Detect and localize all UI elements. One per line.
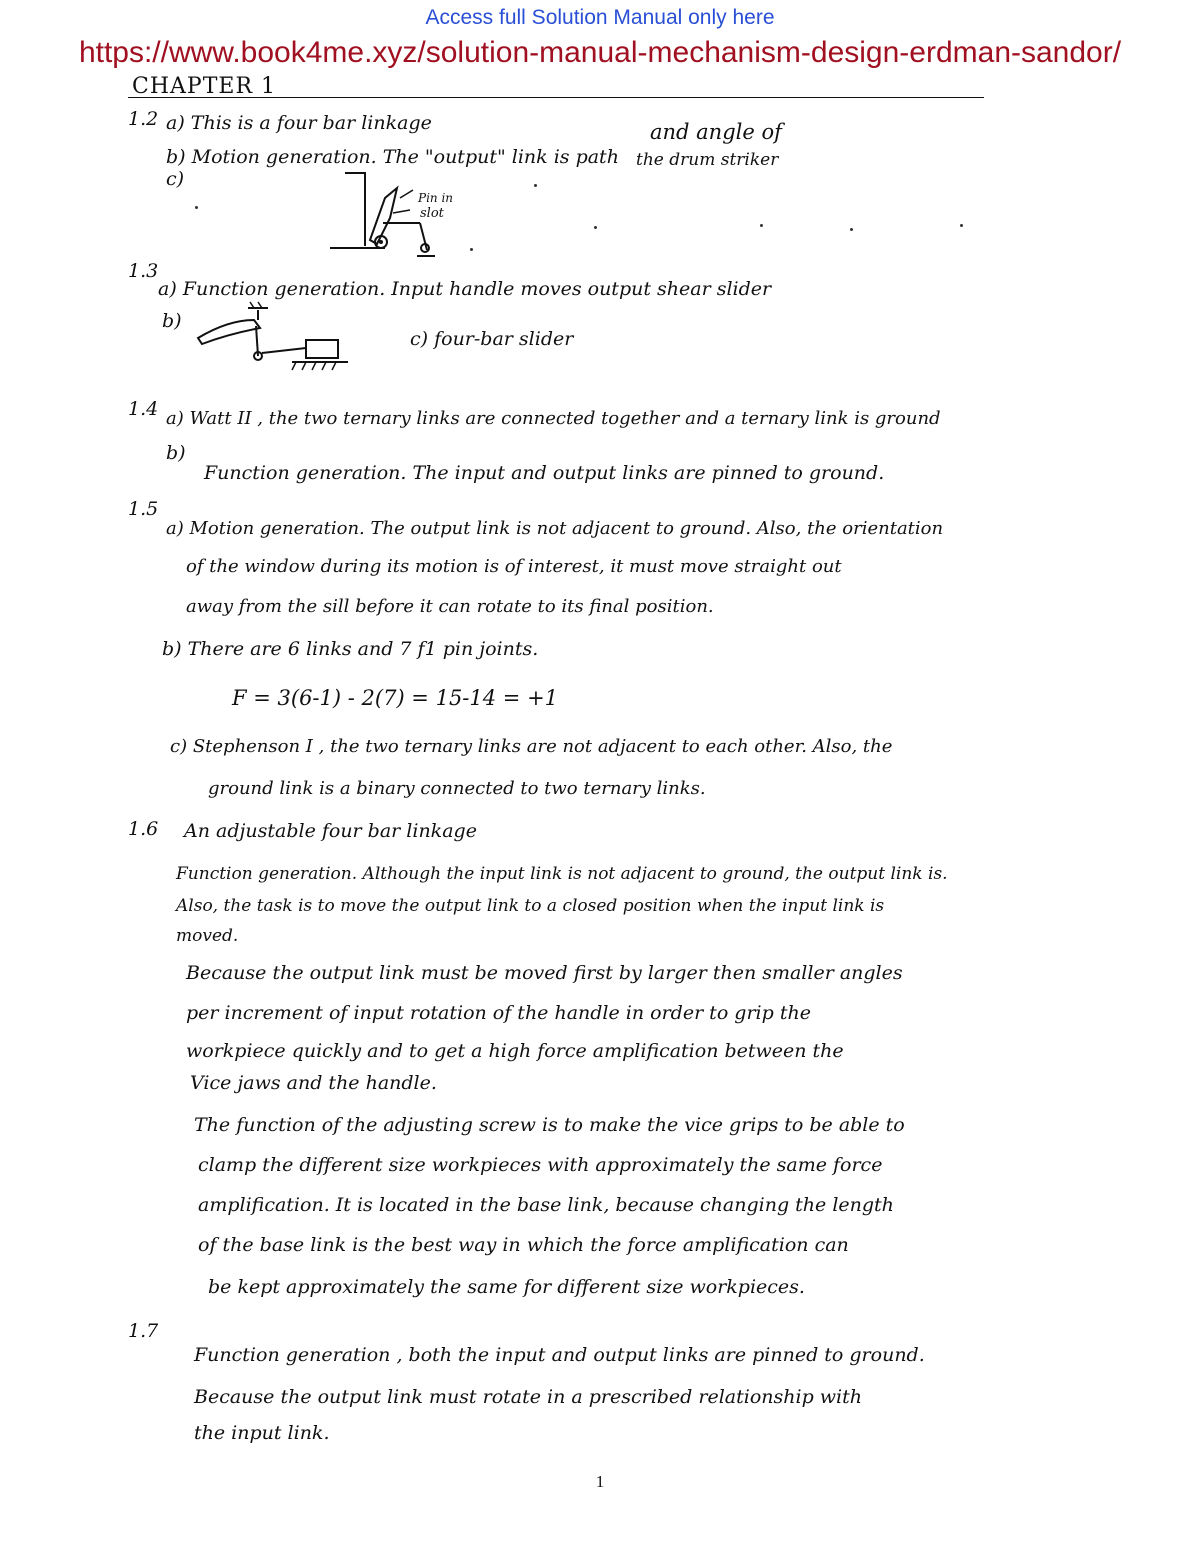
p1-2-part-b-tail: the drum striker <box>636 150 779 170</box>
sketch-label-slot: slot <box>420 206 444 221</box>
p1-6-line-8: Vice jaws and the handle. <box>190 1072 437 1094</box>
problem-number-1-7: 1.7 <box>128 1320 159 1342</box>
chapter-underline <box>128 97 984 98</box>
p1-6-line-5: Because the output link must be moved first by larger then smaller angles <box>186 962 903 984</box>
shear-slider-sketch <box>188 298 358 376</box>
p1-4-part-b: Function generation. The input and output links are pinned to ground. <box>204 462 885 484</box>
p1-6-line-4: moved. <box>176 926 239 946</box>
p1-6-line-2: Function generation. Although the input link is not adjacent to ground, the output link is. <box>176 864 948 884</box>
p1-5-part-a-line-1: a) Motion generation. The output link is not adjacent to ground. Also, the orientation <box>166 518 944 539</box>
scan-speck <box>594 226 597 229</box>
p1-2-part-b: b) Motion generation. The "output" link is path <box>166 146 619 168</box>
solution-manual-url[interactable]: https://www.book4me.xyz/solution-manual-mechanism-design-erdman-sandor/ <box>78 36 1122 69</box>
scan-speck <box>195 206 198 209</box>
p1-7-line-3: the input link. <box>194 1422 330 1444</box>
p1-6-line-7: workpiece quickly and to get a high force amplification between the <box>186 1040 844 1062</box>
problem-number-1-6: 1.6 <box>128 818 159 840</box>
p1-7-line-2: Because the output link must rotate in a prescribed relationship with <box>194 1386 862 1408</box>
scan-speck <box>760 224 763 227</box>
scan-speck <box>960 224 963 227</box>
p1-6-line-1: An adjustable four bar linkage <box>184 820 477 842</box>
problem-number-1-3: 1.3 <box>128 260 159 282</box>
p1-5-equation: F = 3(6-1) - 2(7) = 15-14 = +1 <box>232 686 559 710</box>
drum-striker-linkage-sketch <box>325 168 465 268</box>
p1-5-part-a-line-3: away from the sill before it can rotate to its final position. <box>186 596 714 617</box>
p1-6-line-10: clamp the different size workpieces with approximately the same force <box>198 1154 883 1176</box>
p1-6-line-9: The function of the adjusting screw is to make the vice grips to be able to <box>194 1114 905 1136</box>
p1-5-part-a-line-2: of the window during its motion is of interest, it must move straight out <box>186 556 842 577</box>
scan-speck <box>534 184 537 187</box>
p1-5-part-b-line-1: b) There are 6 links and 7 f1 pin joints. <box>162 638 539 660</box>
p1-6-line-11: amplification. It is located in the base link, because changing the length <box>198 1194 894 1216</box>
sketch-label-pin-in: Pin in <box>418 191 454 205</box>
p1-2-part-a: a) This is a four bar linkage <box>166 112 432 134</box>
p1-5-part-c-line-1: c) Stephenson I , the two ternary links are not adjacent to each other. Also, the <box>170 736 893 757</box>
problem-number-1-5: 1.5 <box>128 498 159 520</box>
p1-6-line-12: of the base link is the best way in which the force amplification can <box>198 1234 849 1256</box>
p1-5-part-c-line-2: ground link is a binary connected to two ternary links. <box>208 778 706 799</box>
problem-number-1-2: 1.2 <box>128 108 159 130</box>
chapter-heading: CHAPTER 1 <box>132 74 276 99</box>
p1-6-line-13: be kept approximately the same for different size workpieces. <box>208 1276 805 1298</box>
scan-speck <box>470 248 473 251</box>
p1-3-part-c: c) four-bar slider <box>410 328 574 350</box>
p1-4-part-a: a) Watt II , the two ternary links are connected together and a ternary link is ground <box>166 408 941 429</box>
p1-3-part-b-label: b) <box>162 310 182 332</box>
p1-4-part-b-label: b) <box>166 442 186 464</box>
problem-number-1-4: 1.4 <box>128 398 159 420</box>
p1-7-line-1: Function generation , both the input and output links are pinned to ground. <box>194 1344 925 1366</box>
p1-3-part-a: a) Function generation. Input handle moves output shear slider <box>158 278 772 300</box>
p1-2-part-c-label: c) <box>166 168 185 190</box>
page-number: 1 <box>595 1472 605 1491</box>
p1-2-insert-note: and angle of <box>650 120 782 144</box>
p1-6-line-3: Also, the task is to move the output link to a closed position when the input link is <box>176 896 885 916</box>
p1-6-line-6: per increment of input rotation of the handle in order to grip the <box>186 1002 811 1024</box>
access-banner[interactable]: Access full Solution Manual only here <box>425 6 775 29</box>
scan-speck <box>850 228 853 231</box>
